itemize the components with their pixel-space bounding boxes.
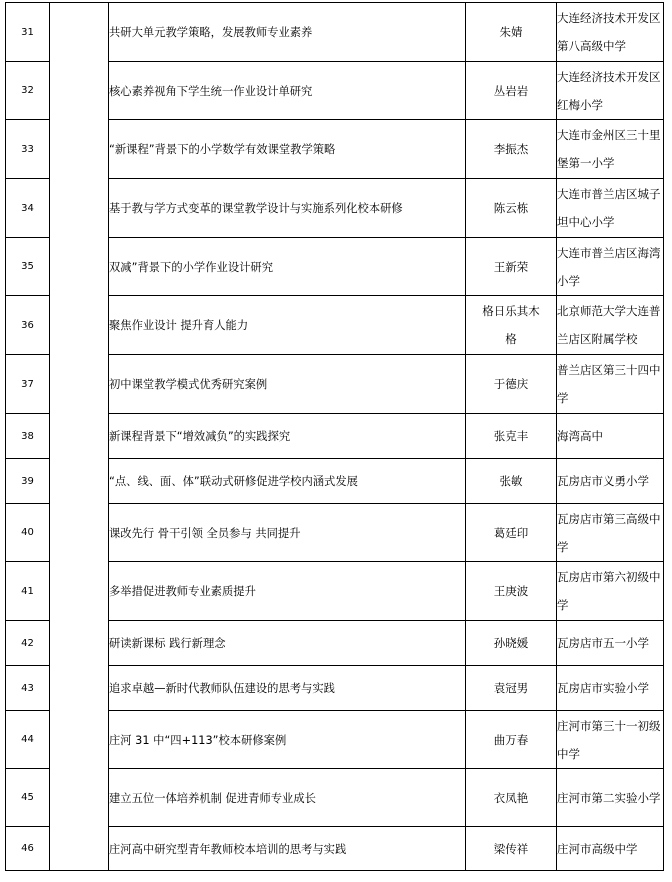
row-number: 31 (6, 3, 50, 62)
author-name: 陈云栋 (466, 179, 557, 238)
project-title: 双减”背景下的小学作业设计研究 (109, 238, 466, 296)
school-name: 大连市普兰店区海湾小学 (557, 238, 664, 296)
project-title: “新课程”背景下的小学数学有效课堂教学策略 (109, 120, 466, 179)
school-name: 瓦房店市第六初级中学 (557, 562, 664, 621)
author-name: 孙晓媛 (466, 621, 557, 666)
school-name: 瓦房店市五一小学 (557, 621, 664, 666)
author-name: 衣凤艳 (466, 769, 557, 827)
author-name: 丛岩岩 (466, 62, 557, 120)
submission-table (5, 2, 664, 871)
row-number: 40 (6, 504, 50, 562)
merged-category-cell (50, 3, 109, 871)
author-name: 曲万春 (466, 711, 557, 769)
row-number: 37 (6, 355, 50, 414)
author-name: 张克丰 (466, 414, 557, 459)
project-title: 核心素养视角下学生统一作业设计单研究 (109, 62, 466, 120)
row-number: 32 (6, 62, 50, 120)
row-number: 46 (6, 827, 50, 871)
project-title: 庄河 31 中“四+113”校本研修案例 (109, 711, 466, 769)
project-title: 聚焦作业设计 提升育人能力 (109, 296, 466, 355)
school-name: 北京师范大学大连普兰店区附属学校 (557, 296, 664, 355)
author-name: 于德庆 (466, 355, 557, 414)
school-name: 瓦房店市义勇小学 (557, 459, 664, 504)
school-name: 普兰店区第三十四中学 (557, 355, 664, 414)
row-number: 35 (6, 238, 50, 296)
school-name: 大连经济技术开发区第八高级中学 (557, 3, 664, 62)
project-title: 多举措促进教师专业素质提升 (109, 562, 466, 621)
school-name: 大连市金州区三十里堡第一小学 (557, 120, 664, 179)
school-name: 庄河市高级中学 (557, 827, 664, 871)
project-title: 基于教与学方式变革的课堂教学设计与实施系列化校本研修 (109, 179, 466, 238)
project-title: 共研大单元教学策略，发展教师专业素养 (109, 3, 466, 62)
project-title: 新课程背景下“增效减负”的实践探究 (109, 414, 466, 459)
row-number: 45 (6, 769, 50, 827)
row-number: 39 (6, 459, 50, 504)
author-name: 葛廷印 (466, 504, 557, 562)
row-number: 34 (6, 179, 50, 238)
author-name: 袁冠男 (466, 666, 557, 711)
school-name: 海湾高中 (557, 414, 664, 459)
row-number: 36 (6, 296, 50, 355)
project-title: 研读新课标 践行新理念 (109, 621, 466, 666)
author-name: 王庚波 (466, 562, 557, 621)
table-row (6, 3, 664, 62)
row-number: 42 (6, 621, 50, 666)
project-title: 追求卓越—新时代教师队伍建设的思考与实践 (109, 666, 466, 711)
school-name: 大连经济技术开发区红梅小学 (557, 62, 664, 120)
author-name: 朱婧 (466, 3, 557, 62)
author-name: 梁传祥 (466, 827, 557, 871)
row-number: 41 (6, 562, 50, 621)
school-name: 瓦房店市实验小学 (557, 666, 664, 711)
row-number: 38 (6, 414, 50, 459)
author-name: 张敏 (466, 459, 557, 504)
school-name: 庄河市第二实验小学 (557, 769, 664, 827)
row-number: 43 (6, 666, 50, 711)
project-title: 庄河高中研究型青年教师校本培训的思考与实践 (109, 827, 466, 871)
project-title: 建立五位一体培养机制 促进青师专业成长 (109, 769, 466, 827)
row-number: 44 (6, 711, 50, 769)
school-name: 瓦房店市第三高级中学 (557, 504, 664, 562)
author-name: 李振杰 (466, 120, 557, 179)
author-name: 格日乐其木格 (466, 296, 557, 355)
project-title: 课改先行 骨干引领 全员参与 共同提升 (109, 504, 466, 562)
school-name: 庄河市第三十一初级中学 (557, 711, 664, 769)
project-title: “点、线、面、体”联动式研修促进学校内涵式发展 (109, 459, 466, 504)
project-title: 初中课堂教学模式优秀研究案例 (109, 355, 466, 414)
school-name: 大连市普兰店区城子坦中心小学 (557, 179, 664, 238)
author-name: 王新荣 (466, 238, 557, 296)
row-number: 33 (6, 120, 50, 179)
